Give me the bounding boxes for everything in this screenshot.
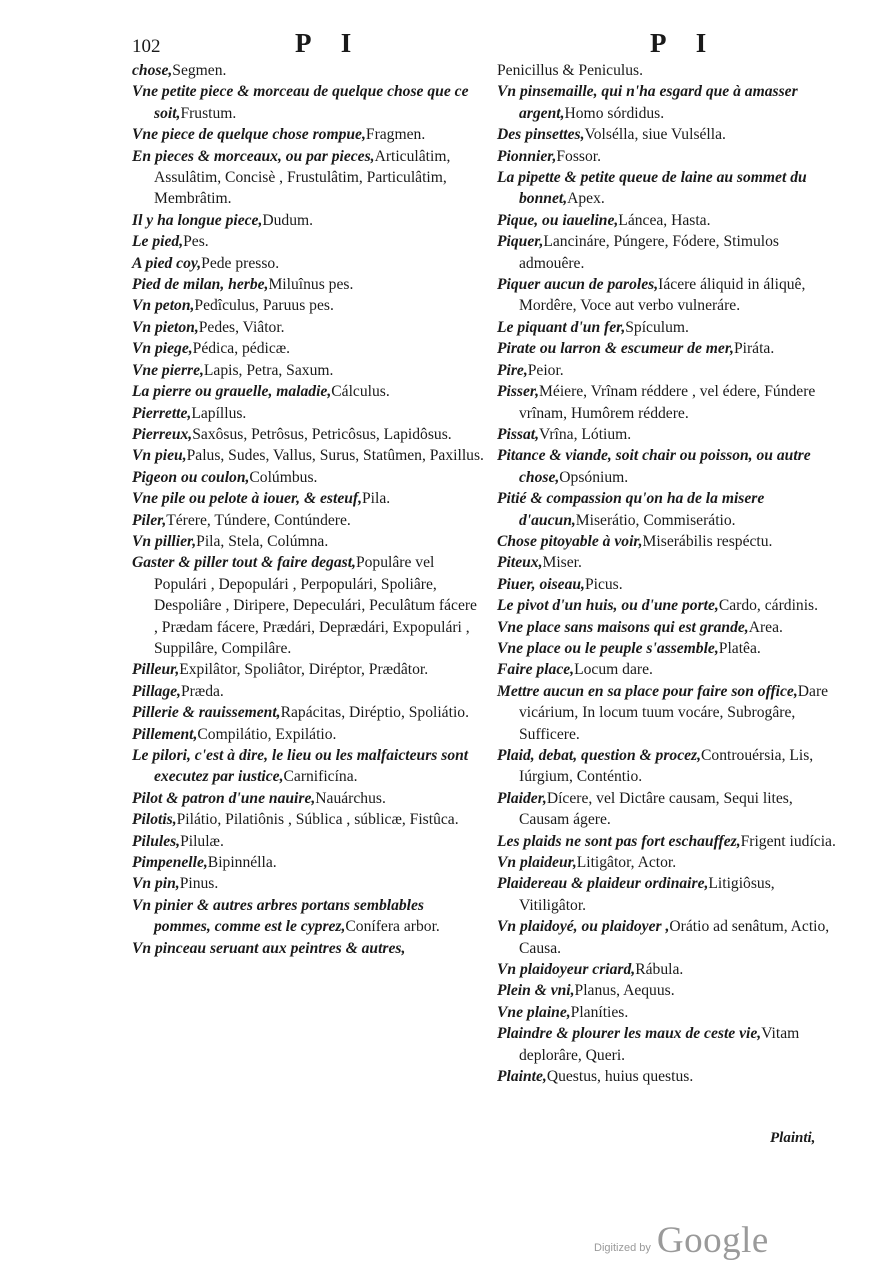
latin-translation: Pilátio, Pilatiônis , Sública , súblicæ, Fistûca.	[176, 811, 459, 829]
dictionary-entry	[132, 403, 484, 424]
dictionary-entry	[132, 210, 484, 231]
french-headword: Vn plaidoyeur criard,	[497, 961, 636, 979]
latin-translation: Dudum.	[262, 211, 314, 229]
latin-translation: Apex.	[567, 190, 605, 208]
page-number: 102	[132, 36, 161, 57]
running-head-right: P I	[650, 28, 719, 58]
latin-translation: Miserábilis respéctu.	[642, 532, 773, 550]
french-headword: Pitié & compassion qu'on ha de la misere d'aucun,	[497, 490, 765, 529]
french-headword: Le pivot d'un huis, ou d'une porte,	[497, 597, 719, 615]
left-column	[132, 60, 484, 959]
dictionary-entry	[497, 146, 842, 167]
dictionary-entry	[132, 895, 484, 938]
latin-translation: Volsélla, siue Vulsélla.	[584, 126, 726, 144]
dictionary-entry	[132, 745, 484, 788]
dictionary-entry	[132, 60, 484, 81]
dictionary-entry	[497, 231, 842, 274]
french-headword: Pissat,	[497, 425, 540, 443]
dictionary-entry	[132, 274, 484, 295]
latin-translation: Fossor.	[556, 147, 602, 165]
dictionary-entry	[497, 831, 842, 852]
french-headword: Des pinsettes,	[497, 126, 585, 144]
french-headword: Le piquant d'un fer,	[497, 318, 626, 336]
french-headword: Plein & vni,	[497, 982, 575, 1000]
french-headword: Piler,	[132, 511, 167, 529]
latin-translation: Lapíllus.	[191, 404, 247, 422]
dictionary-entry	[132, 809, 484, 830]
dictionary-entry	[497, 317, 842, 338]
french-headword: Vn plaideur,	[497, 854, 577, 872]
digitized-footer	[594, 1218, 769, 1262]
dictionary-entry	[132, 873, 484, 894]
french-headword: La pipette & petite queue de laine au sommet du bonnet,	[497, 169, 807, 208]
french-headword: Plaid, debat, question & procez,	[497, 747, 702, 764]
french-headword: Le pilori, c'est à dire, le lieu ou les malfaicteurs sont executez par iustice,	[132, 747, 469, 786]
latin-translation: Méiere, Vrînam réddere , vel édere, Fúndere vrînam, Humôrem réddere.	[519, 383, 816, 422]
latin-translation: Miserátio, Commiserátio.	[575, 511, 736, 529]
french-headword: Vn peton,	[132, 297, 195, 315]
latin-translation: Litigâtor, Actor.	[576, 854, 677, 872]
dictionary-entry	[132, 424, 484, 445]
french-headword: Pirate ou larron & escumeur de mer,	[497, 340, 734, 358]
dictionary-entry	[132, 552, 484, 659]
french-headword: Vn pillier,	[132, 532, 197, 550]
dictionary-entry	[497, 381, 842, 424]
dictionary-entry	[132, 445, 484, 466]
latin-translation: Carnificína.	[283, 768, 358, 786]
latin-translation: Area.	[748, 618, 783, 636]
dictionary-entry	[132, 295, 484, 316]
dictionary-entry	[497, 916, 842, 959]
french-headword: Vne place sans maisons qui est grande,	[497, 618, 749, 636]
latin-translation: Piráta.	[733, 340, 775, 358]
french-headword: Vn pinceau seruant aux peintres & autres,	[132, 939, 406, 957]
french-headword: En pieces & morceaux, ou par pieces,	[132, 147, 375, 165]
french-headword: Il y ha longue piece,	[132, 211, 263, 229]
french-headword: Plainte,	[497, 1068, 547, 1086]
dictionary-entry	[132, 681, 484, 702]
french-headword: Vne petite piece & morceau de quelque chose que ce soit,	[132, 83, 469, 122]
latin-translation: Planus, Aequus.	[574, 982, 675, 1000]
french-headword: Vne place ou le peuple s'assemble,	[497, 639, 719, 657]
dictionary-entry	[132, 317, 484, 338]
dictionary-entry	[497, 1002, 842, 1023]
google-logo: Google	[656, 1220, 769, 1261]
dictionary-entry	[132, 724, 484, 745]
french-headword: Piteux,	[497, 554, 543, 572]
dictionary-entry	[497, 1023, 842, 1066]
dictionary-entry	[497, 574, 842, 595]
latin-translation: Pila.	[362, 490, 391, 508]
dictionary-entry	[497, 1066, 842, 1087]
dictionary-entry	[497, 745, 842, 788]
french-headword: Pitance & viande, soit chair ou poisson, ou autre chose,	[497, 447, 811, 486]
dictionary-entry	[497, 788, 842, 831]
latin-translation: Pila, Stela, Colúmna.	[196, 532, 329, 550]
dictionary-entry	[132, 253, 484, 274]
latin-translation: Homo sórdidus.	[564, 104, 665, 122]
latin-translation: Peior.	[527, 361, 564, 379]
latin-translation: Dare vicárium, In locum tuum vocáre, Subrogâre, Sufficere.	[519, 682, 829, 743]
digitized-by-label: Digitized by	[594, 1242, 651, 1254]
french-headword: Gaster & piller tout & faire degast,	[132, 554, 356, 572]
latin-translation: Térere, Túndere, Contúndere.	[166, 511, 351, 529]
dictionary-entry	[497, 338, 842, 359]
latin-translation: Litigiôsus, Vitiligâtor.	[519, 875, 775, 914]
dictionary-entry	[132, 81, 484, 124]
french-headword: Piquer aucun de paroles,	[497, 276, 659, 294]
french-headword: Vn pinier & autres arbres portans semblables pommes, comme est le cyprez,	[132, 896, 424, 936]
latin-translation: Pilulæ.	[180, 832, 224, 850]
latin-translation: Compilátio, Expilátio.	[197, 725, 337, 743]
latin-translation: Opsónium.	[559, 468, 629, 486]
dictionary-entry	[497, 852, 842, 873]
latin-translation: Locum dare.	[574, 661, 653, 679]
dictionary-entry	[497, 124, 842, 145]
french-headword: A pied coy,	[132, 254, 202, 272]
latin-translation: Lancináre, Púngere, Fódere, Stimulos admouêre.	[519, 233, 779, 272]
dictionary-entry	[132, 124, 484, 145]
latin-translation: Iácere áliquid in áliquê, Mordêre, Voce aut verbo vulneráre.	[519, 276, 806, 315]
french-headword: Pique, ou iaueline,	[497, 211, 619, 229]
dictionary-entry	[497, 274, 842, 317]
latin-translation: Picus.	[584, 575, 623, 593]
dictionary-entry	[132, 659, 484, 680]
french-headword: Pire,	[497, 361, 528, 379]
dictionary-entry	[497, 210, 842, 231]
french-headword: Pillement,	[132, 725, 198, 743]
latin-translation: Planíties.	[570, 1003, 629, 1021]
latin-translation: Orátio ad senâtum, Actio, Causa.	[519, 918, 830, 957]
french-headword: Pimpenelle,	[132, 854, 208, 872]
latin-translation: Pedîculus, Paruus pes.	[194, 297, 334, 315]
dictionary-entry	[497, 60, 842, 81]
latin-translation: Cardo, cárdinis.	[718, 597, 818, 615]
dictionary-entry	[497, 617, 842, 638]
dictionary-entry	[497, 488, 842, 531]
dictionary-entry	[497, 445, 842, 488]
latin-translation: Vitam deplorâre, Queri.	[519, 1025, 800, 1064]
dictionary-entry	[132, 702, 484, 723]
french-headword: Vn pieu,	[132, 447, 187, 465]
dictionary-entry	[132, 467, 484, 488]
latin-translation: Segmen.	[172, 62, 227, 79]
french-headword: Vn pin,	[132, 875, 180, 893]
french-headword: Pilotis,	[132, 811, 177, 829]
french-headword: Piquer,	[497, 233, 544, 251]
french-headword: Vne plaine,	[497, 1003, 571, 1021]
latin-translation: Frigent iudícia.	[740, 832, 836, 850]
dictionary-entry	[497, 360, 842, 381]
french-headword: chose,	[132, 62, 173, 79]
latin-translation: Nauárchus.	[315, 789, 386, 807]
french-headword: Pionnier,	[497, 147, 557, 165]
latin-translation: Præda.	[180, 682, 224, 700]
dictionary-entry	[497, 959, 842, 980]
dictionary-entry	[497, 531, 842, 552]
dictionary-entry	[132, 852, 484, 873]
french-headword: Pied de milan, herbe,	[132, 276, 269, 294]
dictionary-entry	[497, 552, 842, 573]
dictionary-entry	[497, 638, 842, 659]
french-headword: Vn plaidoyé, ou plaidoyer ,	[497, 918, 670, 936]
latin-translation: Colúmbus.	[249, 468, 318, 486]
latin-translation: Vrîna, Lótium.	[539, 425, 632, 443]
dictionary-entry	[132, 146, 484, 210]
latin-translation: Questus, huius questus.	[546, 1068, 694, 1086]
latin-translation: Spículum.	[625, 318, 689, 336]
dictionary-entry	[132, 381, 484, 402]
latin-translation: Frustum.	[180, 104, 237, 122]
dictionary-entry	[132, 488, 484, 509]
latin-translation: Pede presso.	[201, 254, 280, 272]
dictionary-entry	[497, 659, 842, 680]
french-headword: Pilot & patron d'une nauire,	[132, 789, 316, 807]
french-headword: Chose pitoyable à voir,	[497, 532, 643, 550]
french-headword: Pigeon ou coulon,	[132, 468, 250, 486]
latin-translation: Penicillus & Peniculus.	[497, 62, 643, 79]
french-headword: Plaindre & plourer les maux de ceste vie,	[497, 1025, 762, 1043]
dictionary-entry	[132, 231, 484, 252]
latin-translation: Dícere, vel Dictâre causam, Sequi lites, Causam ágere.	[519, 789, 793, 829]
latin-translation: Fragmen.	[365, 126, 426, 144]
latin-translation: Saxôsus, Petrôsus, Petricôsus, Lapidôsus.	[192, 425, 452, 443]
french-headword: Vne pile ou pelote à iouer, & esteuf,	[132, 490, 362, 508]
dictionary-entry	[497, 873, 842, 916]
french-headword: Pierrette,	[132, 404, 192, 422]
latin-translation: Platêa.	[718, 639, 761, 657]
french-headword: Vne piece de quelque chose rompue,	[132, 126, 366, 144]
dictionary-entry	[497, 681, 842, 745]
dictionary-entry	[132, 510, 484, 531]
latin-translation: Miser.	[542, 554, 582, 572]
latin-translation: Rapácitas, Diréptio, Spoliátio.	[280, 704, 469, 722]
french-headword: Pisser,	[497, 383, 540, 401]
latin-translation: Populâre vel Populári , Depopulári , Perpopulári, Spoliâre, Despoliâre , Diripere, Depeculári, Peculâtum fácere , Prædam fácere, Prædári, Deprædári, Expopulári , Suppilâre, Compilâre.	[154, 554, 477, 657]
french-headword: Pillerie & rauissement,	[132, 704, 281, 722]
latin-translation: Bipinnélla.	[207, 854, 277, 872]
french-headword: Plaider,	[497, 789, 547, 807]
right-column	[497, 60, 842, 1088]
french-headword: Vn pieton,	[132, 318, 199, 336]
dictionary-entry	[497, 980, 842, 1001]
french-headword: Pilleur,	[132, 661, 180, 679]
latin-translation: Pédica, pédicæ.	[192, 340, 291, 358]
dictionary-entry	[132, 531, 484, 552]
latin-translation: Pinus.	[179, 875, 219, 893]
dictionary-entry	[132, 938, 484, 959]
catchword: Plainti,	[770, 1130, 816, 1146]
french-headword: Le pied,	[132, 233, 184, 251]
latin-translation: Láncea, Hasta.	[618, 211, 711, 229]
latin-translation: Pedes, Viâtor.	[198, 318, 285, 336]
french-headword: Faire place,	[497, 661, 575, 679]
french-headword: Les plaids ne sont pas fort eschauffez,	[497, 832, 741, 850]
latin-translation: Palus, Sudes, Vallus, Surus, Statûmen, Paxillus.	[186, 447, 484, 465]
dictionary-entry	[497, 81, 842, 124]
latin-translation: Lapis, Petra, Saxum.	[203, 361, 334, 379]
latin-translation: Controuérsia, Lis, Iúrgium, Conténtio.	[519, 747, 814, 786]
dictionary-entry	[132, 831, 484, 852]
latin-translation: Miluînus pes.	[268, 276, 354, 294]
dictionary-entry	[132, 338, 484, 359]
french-headword: La pierre ou grauelle, maladie,	[132, 383, 332, 401]
dictionary-entry	[497, 167, 842, 210]
latin-translation: Cálculus.	[331, 383, 390, 401]
running-head-left: P I	[295, 28, 364, 58]
french-headword: Vn pinsemaille, qui n'ha esgard que à amasser argent,	[497, 83, 798, 122]
latin-translation: Rábula.	[635, 961, 684, 979]
french-headword: Pilules,	[132, 832, 181, 850]
french-headword: Vn piege,	[132, 340, 193, 358]
dictionary-entry	[132, 788, 484, 809]
dictionary-entry	[132, 360, 484, 381]
latin-translation: Expilâtor, Spoliâtor, Diréptor, Prædâtor.	[179, 661, 429, 679]
french-headword: Pillage,	[132, 682, 181, 700]
french-headword: Pierreux,	[132, 425, 193, 443]
french-headword: Piuer, oiseau,	[497, 575, 585, 593]
french-headword: Vne pierre,	[132, 361, 204, 379]
latin-translation: Pes.	[183, 233, 209, 251]
french-headword: Mettre aucun en sa place pour faire son office,	[497, 682, 798, 700]
dictionary-entry	[497, 595, 842, 616]
french-headword: Plaidereau & plaideur ordinaire,	[497, 875, 709, 893]
dictionary-entry	[497, 424, 842, 445]
latin-translation: Conífera arbor.	[345, 918, 440, 936]
latin-translation: Articulâtim, Assulâtim, Concisè , Frustulâtim, Particulâtim, Membrâtim.	[154, 147, 451, 208]
